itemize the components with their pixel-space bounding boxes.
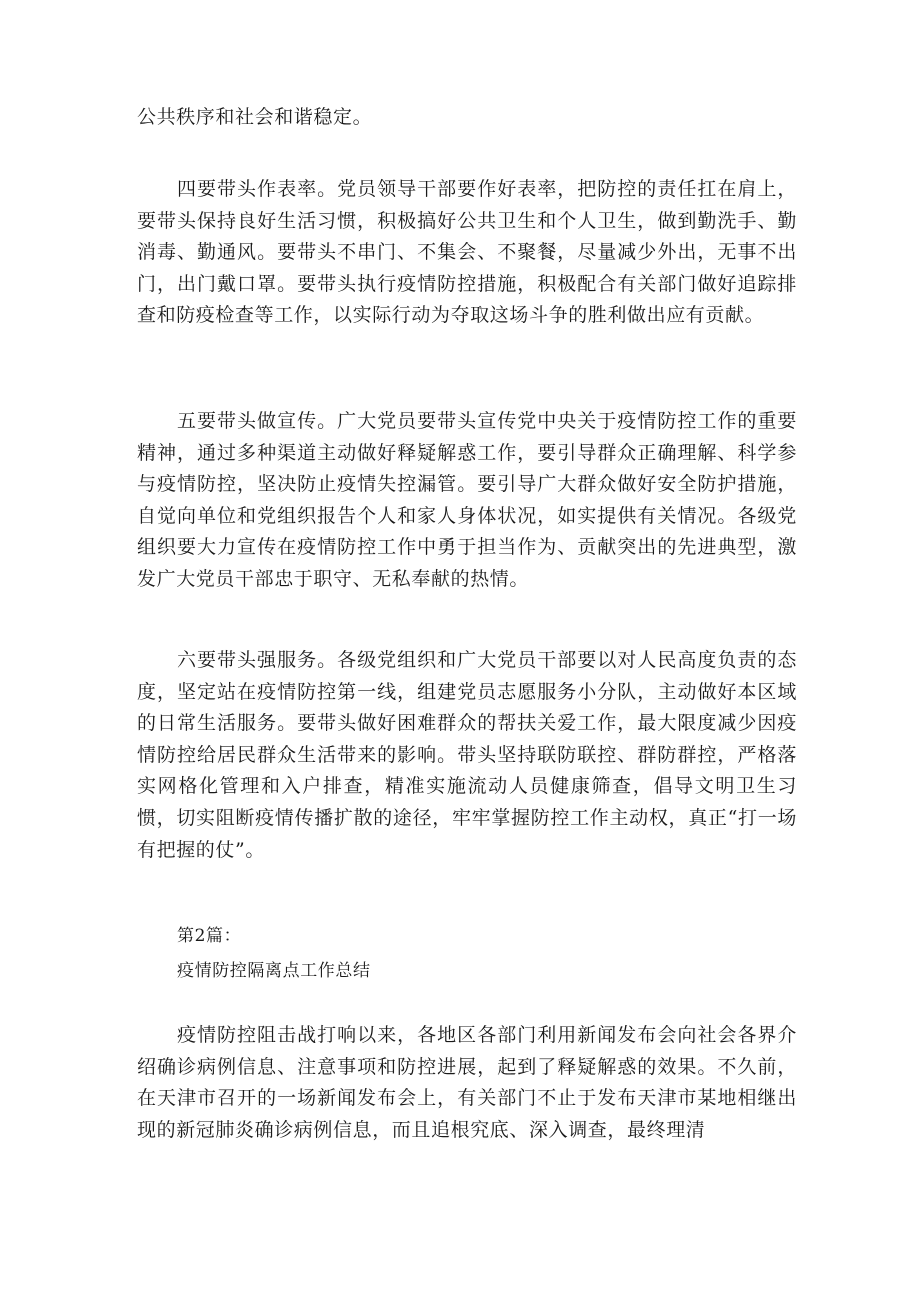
section-label: 第2篇： bbox=[177, 926, 242, 946]
section-title: 疫情防控隔离点工作总结 bbox=[177, 961, 371, 981]
paragraph-continuation: 公共秩序和社会和谐稳定。 bbox=[137, 106, 373, 128]
paragraph-four-lead-by-example: 四要带头作表率。党员领导干部要作好表率，把防控的责任扛在肩上，要带头保持良好生活习惯，积极搞好公共卫生和个人卫生，做到勤洗手、勤消毒、勤通风。要带头不串门、不集会、不聚餐，尽量减少外出，无事不出门，出门戴口罩。要带头执行疫情防控措施，积极配合有关部门做好追踪排查和防疫检查等工作，以实际行动为夺取这场斗争的胜利做出应有贡献。 bbox=[137, 178, 797, 327]
paragraph-six-service: 六要带头强服务。各级党组织和广大党员干部要以对人民高度负责的态度，坚定站在疫情防控第一线，组建党员志愿服务小分队，主动做好本区域的日常生活服务。要带头做好困难群众的帮扶关爱工作，最大限度减少因疫情防控给居民群众生活带来的影响。带头坚持联防联控、群防群控，严格落实网格化管理和入户排查，精准实施流动人员健康筛查，倡导文明卫生习惯，切实阻断疫情传播扩散的途径，牢牢掌握防控工作主动权，真正“打一场有把握的仗”。 bbox=[137, 649, 797, 861]
paragraph-intro: 疫情防控阻击战打响以来，各地区各部门利用新闻发布会向社会各界介绍确诊病例信息、注意事项和防控进展，起到了释疑解惑的效果。不久前，在天津市召开的一场新闻发布会上，有关部门不止于发布天津市某地相继出现的新冠肺炎确诊病例信息，而且追根究底、深入调查，最终理清 bbox=[137, 1024, 797, 1141]
paragraph-five-publicity: 五要带头做宣传。广大党员要带头宣传党中央关于疫情防控工作的重要精神，通过多种渠道主动做好释疑解惑工作，要引导群众正确理解、科学参与疫情防控，坚决防止疫情失控漏管。要引导广大群众做好安全防护措施，自觉向单位和党组织报告个人和家人身体状况，如实提供有关情况。各级党组织要大力宣传在疫情防控工作中勇于担当作为、贡献突出的先进典型，激发广大党员干部忠于职守、无私奉献的热情。 bbox=[137, 410, 797, 590]
